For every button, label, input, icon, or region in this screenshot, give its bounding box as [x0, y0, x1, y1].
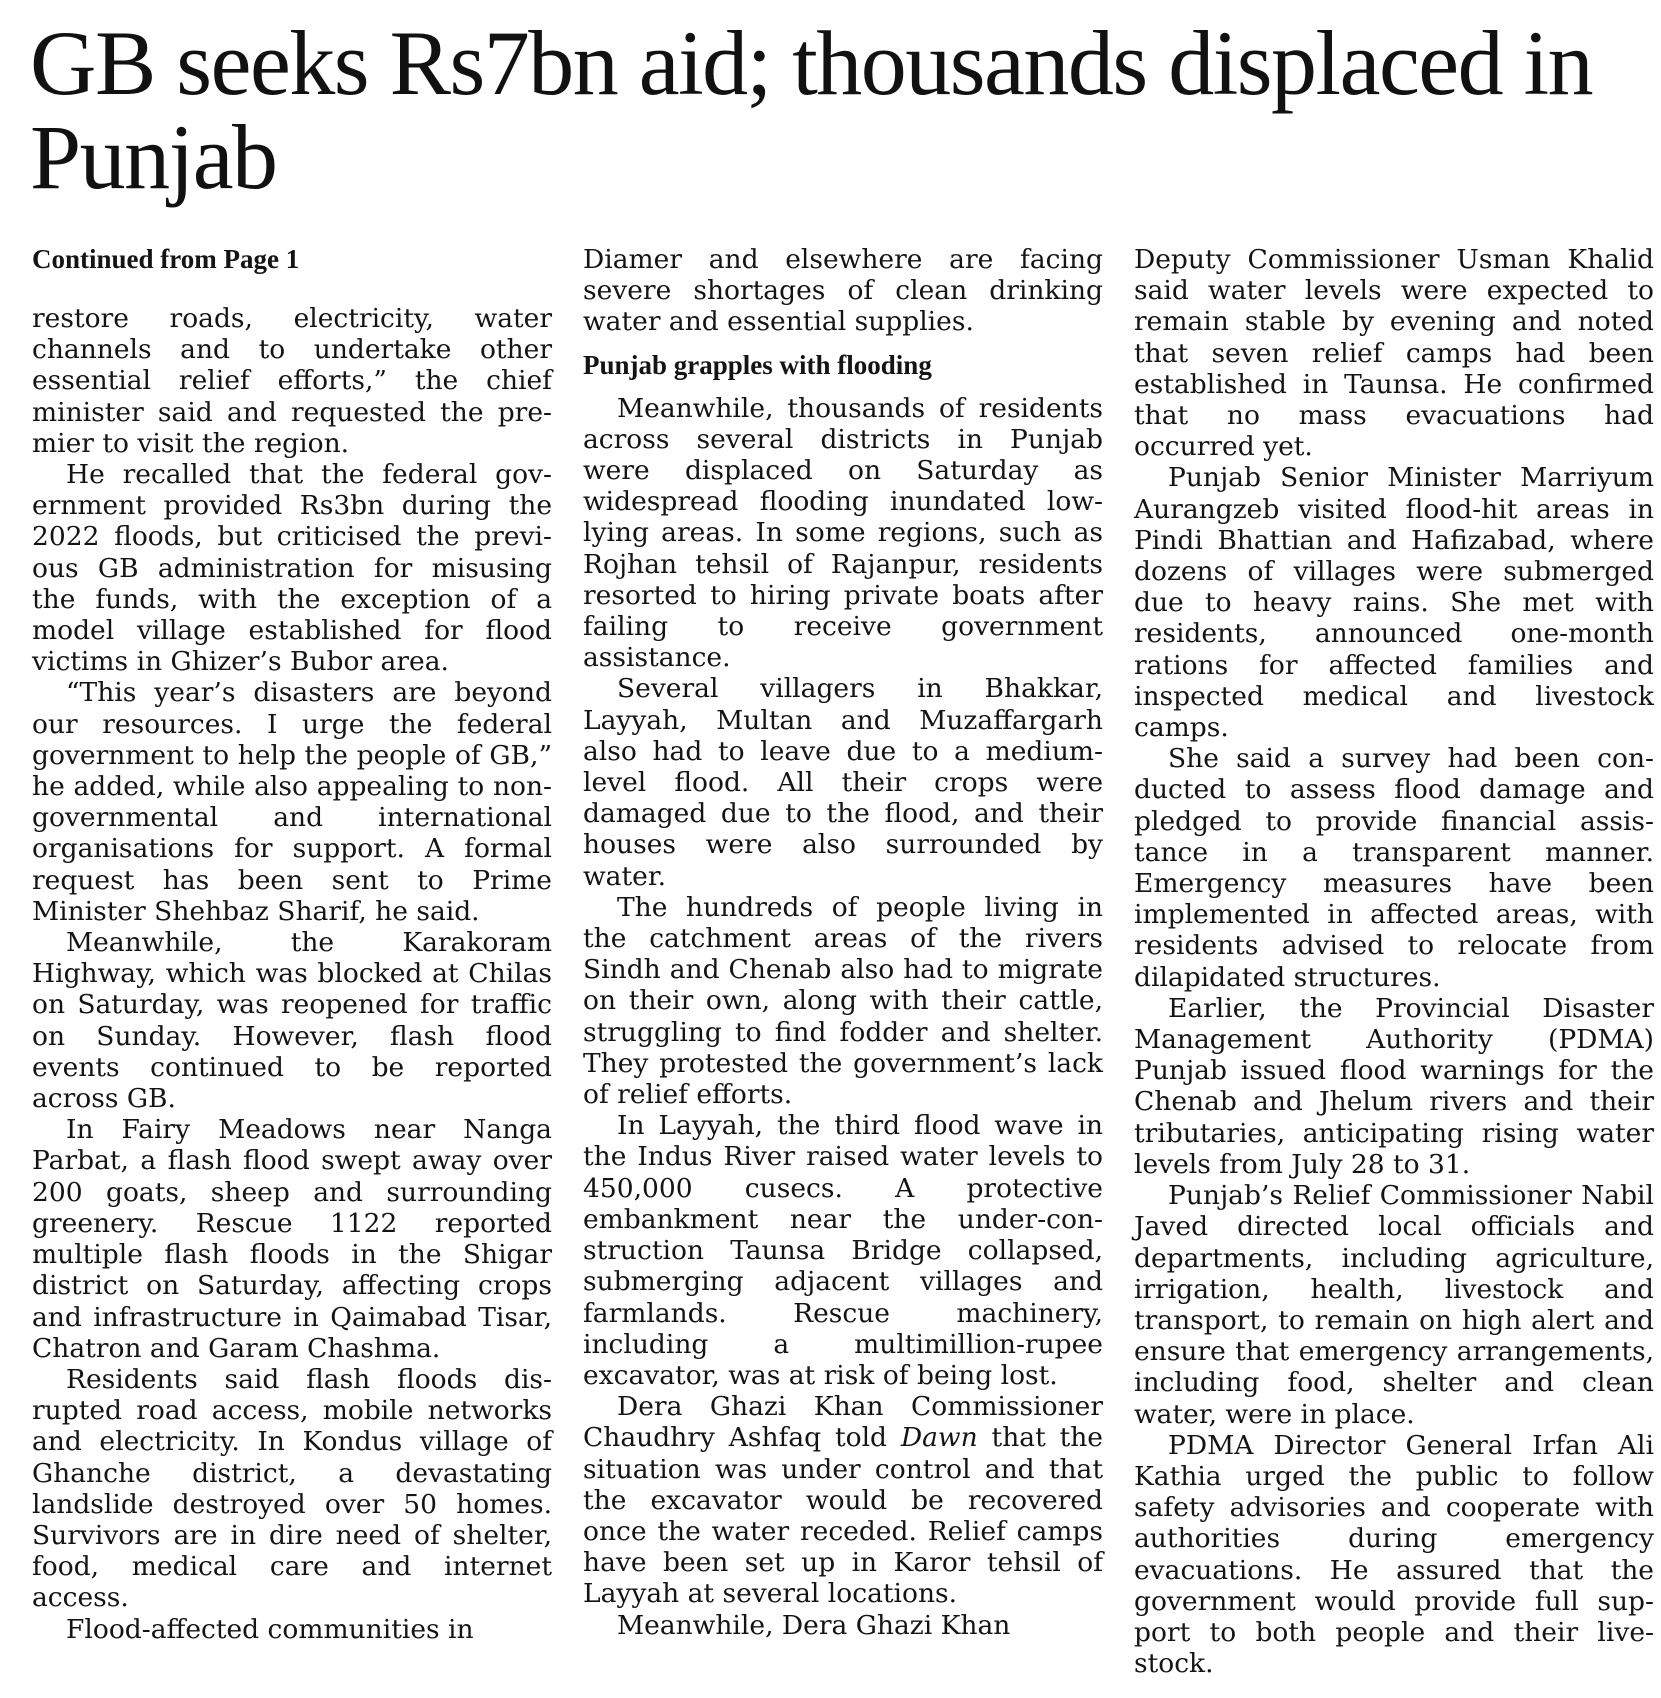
paragraph: She said a survey had been conducted to assess flood damage and pledged to provide financial assistance in a transparent manner. Emergency measures have been implemented in affected areas, with residents advised to relocate from dilapidated structures. — [1134, 743, 1654, 993]
paragraph: restore roads, electricity, water channels and to undertake other essential relief efforts,” the chief minister said and requested the premier to visit the region. — [32, 303, 552, 459]
paragraph: Punjab Senior Minister Marriyum Aurangzeb visited flood-hit areas in Pindi Bhattian and Hafizabad, where dozens of villages were submerged due to heavy rains. She met with residents, announced one-month rations for affected families and inspected medical and livestock camps. — [1134, 462, 1654, 744]
paragraph: PDMA Director General Irfan Ali Kathia urged the public to follow safety advisories and cooperate with authorities during emergency evacuations. He assured that the government would provide full support to both people and their livestock. — [1134, 1429, 1654, 1680]
paragraph-text: that the situation was under control and that the excavator would be recovered once the water receded. Relief camps have been set up in Karor tehsil of Layyah at several locations. — [583, 1422, 1103, 1610]
paragraph: Residents said flash floods disrupted road access, mobile networks and electricity. In Kondus village of Ghanche district, a devastating landslide destroyed over 50 homes. Survivors are in dire need of shelter, food, medical care and internet access. — [32, 1363, 552, 1614]
paragraph: Meanwhile, thousands of residents across several districts in Punjab were displaced on Saturday as widespread flooding inundated low-lying areas. In some regions, such as Rojhan tehsil of Rajanpur, residents resorted to hiring private boats after failing to receive government assistance. — [583, 392, 1103, 674]
continued-kicker: Continued from Page 1 — [32, 244, 300, 274]
paragraph: Meanwhile, the Karakoram Highway, which was blocked at Chilas on Saturday, was reopened for traffic on Sunday. However, flash flood events continued to be reported across GB. — [32, 927, 552, 1115]
paragraph: Diamer and elsewhere are facing severe shortages of clean drinking water and essential supplies. — [583, 244, 1103, 338]
paragraph: In Fairy Meadows near Nanga Parbat, a flash flood swept away over 200 goats, sheep and surrounding greenery. Rescue 1122 reported multiple flash floods in the Shigar district on Saturday, affecting crops and infrastructure in Qaimabad Tisar, Chatron and Garam Chashma. — [32, 1114, 552, 1364]
column-1 — [32, 244, 552, 1645]
column-3 — [1134, 244, 1654, 1679]
paragraph — [583, 1391, 1103, 1609]
publication-name: Dawn — [900, 1422, 978, 1454]
paragraph: “This year’s disasters are beyond our resources. I urge the federal government to help the people of GB,” he added, while also appealing to non-governmental and international organisations for support. A formal request has been sent to Prime Minister Shehbaz Sharif, he said. — [32, 677, 552, 927]
paragraph: Flood-affected communities in — [66, 1613, 474, 1645]
paragraph: He recalled that the federal government provided Rs3bn during the 2022 floods, but criticised the previous GB administration for misusing the funds, with the exception of a model village established for flood victims in Ghizer’s Bubor area. — [32, 459, 552, 678]
paragraph: In Layyah, the third flood wave in the Indus River raised water levels to 450,000 cusecs. A protective embankment near the under-construction Taunsa Bridge collapsed, submerging adjacent villages and farmlands. Rescue machinery, including a multimillion-rupee excavator, was at risk of being lost. — [583, 1110, 1103, 1391]
section-subhead: Punjab grapples with flooding — [583, 349, 932, 380]
paragraph-text: Dera Ghazi Khan Commissioner Chaudhry Ashfaq told — [583, 1391, 1103, 1454]
paragraph: Punjab’s Relief Commissioner Nabil Javed directed local officials and departments, including agriculture, irrigation, health, livestock and transport, to remain on high alert and ensure that emergency arrangements, including food, shelter and clean water, were in place. — [1134, 1180, 1654, 1430]
paragraph: Meanwhile, Dera Ghazi Khan — [617, 1609, 1011, 1641]
paragraph: The hundreds of people living in the catchment areas of the rivers Sindh and Chenab also had to migrate on their own, along with their cattle, struggling to find fodder and shelter. They protested the government’s lack of relief efforts. — [583, 891, 1103, 1111]
paragraph: Earlier, the Provincial Disaster Management Authority (PDMA) Punjab issued flood warnings for the Chenab and Jhelum rivers and their tributaries, anticipating rising water levels from July 28 to 31. — [1134, 992, 1654, 1180]
paragraph: Deputy Commissioner Usman Khalid said water levels were expected to remain stable by evening and noted that seven relief camps had been established in Taunsa. He confirmed that no mass evacuations had occurred yet. — [1134, 244, 1654, 463]
headline: GB seeks Rs7bn aid; thousands displaced in Punjab — [30, 12, 1593, 208]
paragraph: Several villagers in Bhakkar, Layyah, Multan and Muzaffargarh also had to leave due to a medium-level flood. All their crops were damaged due to the flood, and their houses were also surrounded by water. — [583, 673, 1103, 892]
column-2 — [583, 244, 1103, 1641]
